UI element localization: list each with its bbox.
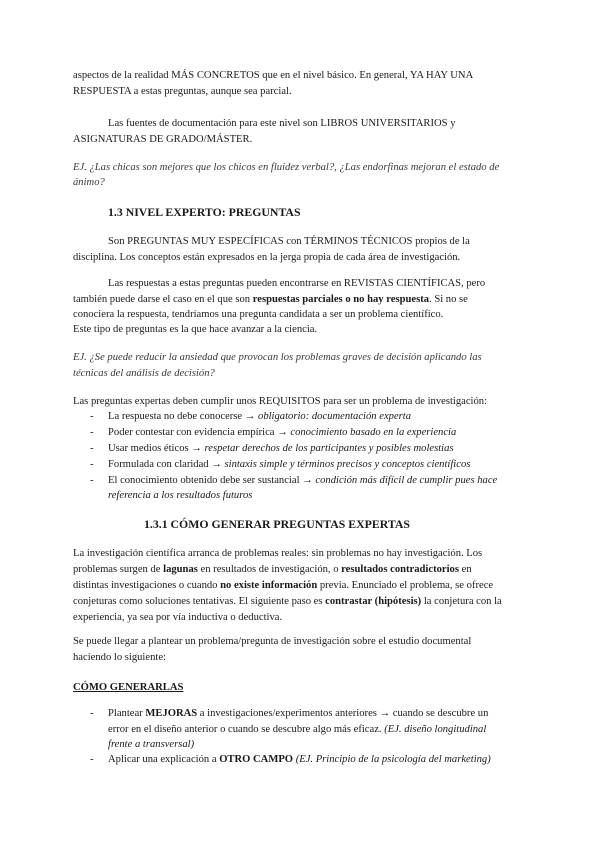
paragraph-line: Las fuentes de documentación para este nivel son LIBROS UNIVERSITARIOS y — [108, 118, 456, 129]
bullet-dash: - — [90, 411, 94, 422]
paragraph-line: RESPUESTA a estas preguntas, aunque sea parcial. — [73, 86, 292, 97]
section-heading: 1.3 NIVEL EXPERTO: PREGUNTAS — [108, 205, 301, 219]
list-item: Poder contestar con evidencia empírica → conocimiento basado en la experiencia — [108, 427, 457, 438]
paragraph-line: problemas surgen de lagunas en resultados de investigación, o resultados contradictorios en — [73, 564, 472, 575]
example-line: EJ. ¿Las chicas son mejores que los chicos en fluidez verbal?, ¿Las endorfinas mejoran el estado de — [73, 162, 500, 173]
bullet-dash: - — [90, 475, 94, 486]
example-line: ánimo? — [73, 177, 105, 188]
list-item: El conocimiento obtenido debe ser sustancial → condición más difícil de cumplir pues hace — [108, 475, 498, 486]
paragraph-line: disciplina. Los conceptos están expresados en la jerga propia de cada área de investigación. — [73, 252, 461, 263]
example-line: EJ. ¿Se puede reducir la ansiedad que provocan los problemas graves de decisión aplicando las — [73, 352, 482, 363]
bold-phrase: respuestas parciales o no hay respuesta — [252, 294, 430, 305]
list-item: La respuesta no debe conocerse → obligatorio: documentación experta — [108, 411, 412, 422]
bullet-dash: - — [90, 754, 94, 765]
bullet-dash: - — [90, 443, 94, 454]
paragraph-line: haciendo lo siguiente: — [73, 652, 166, 663]
bullet-dash: - — [90, 427, 94, 438]
paragraph-line: ASIGNATURAS DE GRADO/MÁSTER. — [73, 134, 253, 145]
paragraph-line: distintas investigaciones o cuando no existe información previa. Enunciado el problema, se ofrece — [73, 580, 494, 591]
list-item-continuation: referencia a los resultados futuros — [108, 490, 253, 501]
list-item: Aplicar una explicación a OTRO CAMPO (EJ. Principio de la psicología del marketing) — [108, 754, 491, 765]
paragraph-line: Este tipo de preguntas es la que hace avanzar a la ciencia. — [73, 324, 318, 335]
paragraph-line: La investigación científica arranca de problemas reales: sin problemas no hay investigación. Los — [73, 548, 483, 559]
section-heading: 1.3.1 CÓMO GENERAR PREGUNTAS EXPERTAS — [144, 517, 410, 531]
paragraph-line: experiencia, ya sea por vía inductiva o deductiva. — [73, 612, 283, 623]
paragraph-line: conjeturas como soluciones tentativas. El siguiente paso es contrastar (hipótesis) la conjetura con la — [73, 596, 502, 607]
subheading-underlined: CÓMO GENERARLAS — [73, 682, 184, 693]
list-item-continuation: frente a transversal) — [108, 739, 195, 750]
bullet-dash: - — [90, 459, 94, 470]
paragraph-line: Se puede llegar a plantear un problema/pregunta de investigación sobre el estudio documental — [73, 636, 472, 647]
requirements-intro: Las preguntas expertas deben cumplir unos REQUISITOS para ser un problema de investigación: — [73, 396, 488, 407]
paragraph-line: aspectos de la realidad MÁS CONCRETOS que en el nivel básico. En general, YA HAY UNA — [73, 70, 474, 81]
bullet-dash: - — [90, 708, 94, 719]
paragraph-line: Las respuestas a estas preguntas pueden encontrarse en REVISTAS CIENTÍFICAS, pero — [108, 278, 486, 289]
paragraph-line: Son PREGUNTAS MUY ESPECÍFICAS con TÉRMINOS TÉCNICOS propios de la — [108, 236, 470, 247]
list-item-continuation: error en el diseño anterior o cuando se descubre algo más eficaz. (EJ. diseño longitudinal — [108, 724, 487, 735]
paragraph-line: también puede darse el caso en el que son respuestas parciales o no hay respuesta. Si no se — [73, 294, 468, 305]
list-item: Plantear MEJORAS a investigaciones/experimentos anteriores → cuando se descubre un — [108, 708, 489, 719]
example-line: técnicas del análisis de decisión? — [73, 368, 215, 379]
list-item: Usar medios éticos → respetar derechos de los participantes y posibles molestias — [108, 443, 454, 454]
paragraph-line: conociera la respuesta, tendríamos una pregunta candidata a ser un problema científico. — [73, 309, 444, 320]
list-item: Formulada con claridad → sintaxis simple y términos precisos y conceptos científicos — [108, 459, 471, 470]
